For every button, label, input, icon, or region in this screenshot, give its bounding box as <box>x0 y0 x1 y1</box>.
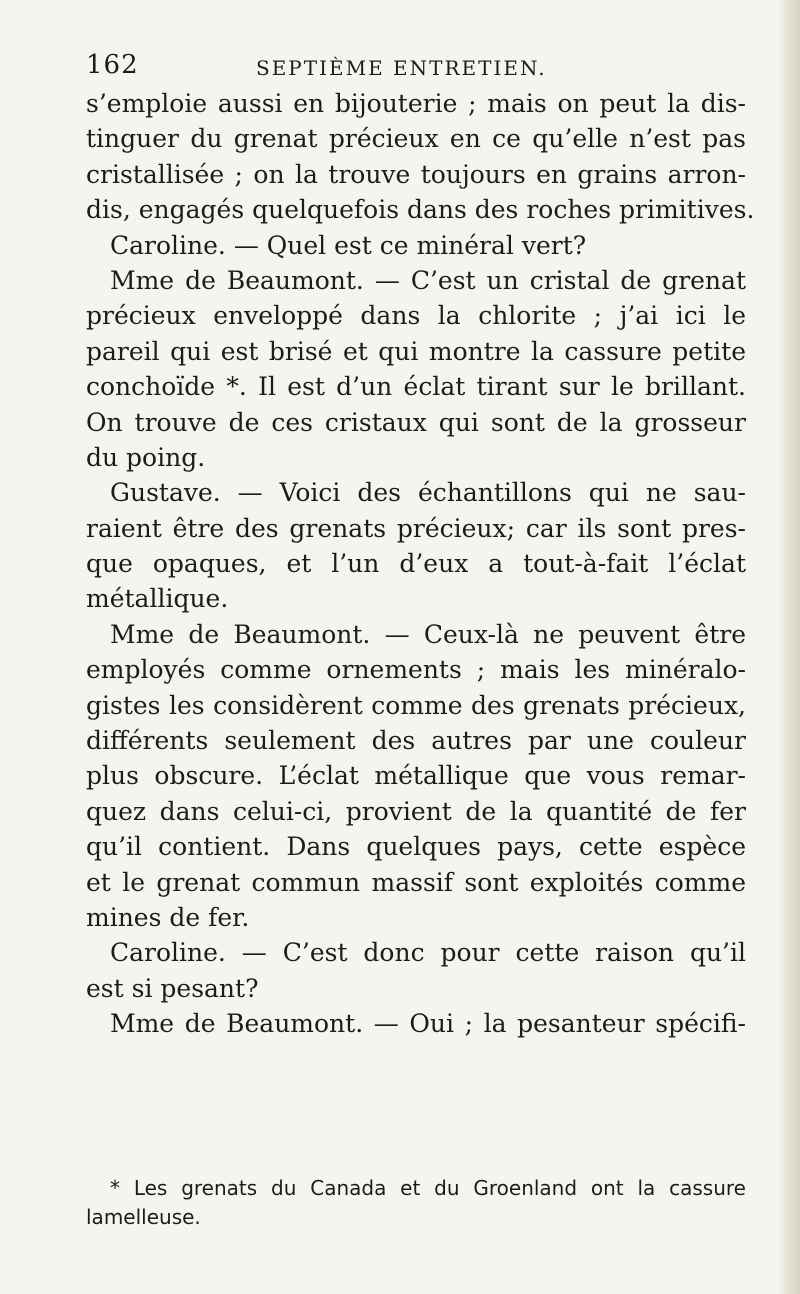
text-line: conchoïde *. Il est d’un éclat tirant sur le brillant. <box>86 372 746 402</box>
footnote-line: * Les grenats du Canada et du Groenland ont la cassure <box>110 1176 746 1200</box>
text-line: Gustave. — Voici des échantillons qui ne sau- <box>110 478 746 508</box>
text-line: raient être des grenats précieux; car ils sont pres- <box>86 513 746 543</box>
text-line: Caroline. — C’est donc pour cette raison qu’il <box>110 938 746 968</box>
text-line: et le grenat commun massif sont exploités comme <box>86 867 746 897</box>
text-line: Mme de Beaumont. — C’est un cristal de grenat <box>110 265 746 295</box>
text-line: gistes les considèrent comme des grenats précieux, <box>86 690 746 720</box>
text-line: précieux enveloppé dans la chlorite ; j’ai ici le <box>86 301 746 331</box>
text-line: du poing. <box>86 442 206 472</box>
text-line: Mme de Beaumont. — Ceux-là ne peuvent être <box>110 619 746 649</box>
text-line: Caroline. — Quel est ce minéral vert? <box>110 230 587 260</box>
text-line: métallique. <box>86 584 229 614</box>
running-head: SEPTIÈME ENTRETIEN. <box>256 56 547 80</box>
text-line: mines de fer. <box>86 902 250 932</box>
text-line: quez dans celui-ci, provient de la quantité de fer <box>86 796 746 826</box>
text-line: s’emploie aussi en bijouterie ; mais on peut la dis- <box>86 89 746 118</box>
text-line: employés comme ornements ; mais les minéralo- <box>86 655 746 685</box>
footnote <box>86 1174 746 1232</box>
text-line: est si pesant? <box>86 973 259 1003</box>
text-line: cristallisée ; on la trouve toujours en grains arron- <box>86 159 746 189</box>
footnote-line: lamelleuse. <box>86 1205 201 1229</box>
text-line: Mme de Beaumont. — Oui ; la pesanteur spécifi- <box>110 1009 746 1039</box>
text-line: pareil qui est brisé et qui montre la cassure petite <box>86 336 746 366</box>
text-line: qu’il contient. Dans quelques pays, cette espèce <box>86 832 746 862</box>
page-edge <box>778 0 800 1294</box>
text-line: tinguer du grenat précieux en ce qu’elle n’est pas <box>86 124 746 154</box>
page-header <box>86 50 646 90</box>
text-line: On trouve de ces cristaux qui sont de la grosseur <box>86 407 746 437</box>
text-line: différents seulement des autres par une couleur <box>86 726 746 756</box>
body-text <box>86 86 755 1042</box>
text-line: plus obscure. L’éclat métallique que vous remar- <box>86 761 746 791</box>
text-line: que opaques, et l’un d’eux a tout-à-fait l’éclat <box>86 549 746 579</box>
page-number: 162 <box>86 50 139 80</box>
text-line: dis, engagés quelquefois dans des roches primitives. <box>86 195 755 225</box>
